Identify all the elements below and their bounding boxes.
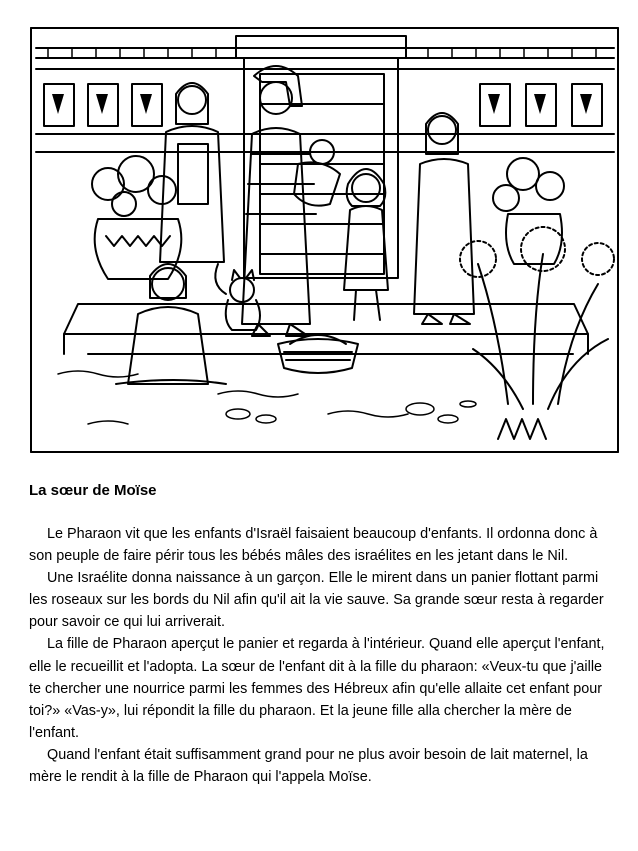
story-paragraph: Une Israélite donna naissance à un garçon. Elle le mirent dans un panier flottant parmi les roseaux sur les bords du Nil afin qu'il ait la vie sauve. Sa grande sœur resta à regarder pour savoir ce qui lui arriverait. [29,570,604,631]
story-paragraph: Le Pharaon vit que les enfants d'Israël faisaient beaucoup d'enfants. Il ordonna donc à son peuple de faire périr tous les bébés mâles des israélites en les jetant dans le Nil. [29,526,598,565]
sister-girl [344,169,388,320]
servant-woman-right [414,113,474,324]
left-flower-pot [92,156,181,279]
river-water [58,371,476,424]
palace-wall [36,48,614,152]
story-title: La sœur de Moïse [29,482,157,499]
story-paragraph: La fille de Pharaon aperçut le panier et regarda à l'intérieur. Quand elle aperçut l'enfant, elle le recueillit et l'adopta. La sœur de l'enfant dit à la fille du pharaon: «Veux-tu que j'aille te chercher une nourrice parmi les femmes des Hébreux afin qu'elle allaite cet enfant pour toi?» «Vas-y», lui répondit la fille du pharaon. Et la jeune fille alla chercher la mère de l'enfant. [29,636,605,741]
cat [215,264,260,330]
doorway [236,36,406,278]
right-flower-pot [493,158,564,264]
kneeling-servant [116,264,226,384]
story-text [29,523,613,788]
coloring-illustration [28,14,622,454]
story-paragraph: Quand l'enfant était suffisamment grand pour ne plus avoir besoin de lait maternel, la mère le rendit à la fille de Pharaon qui l'appela Moïse. [29,746,588,786]
